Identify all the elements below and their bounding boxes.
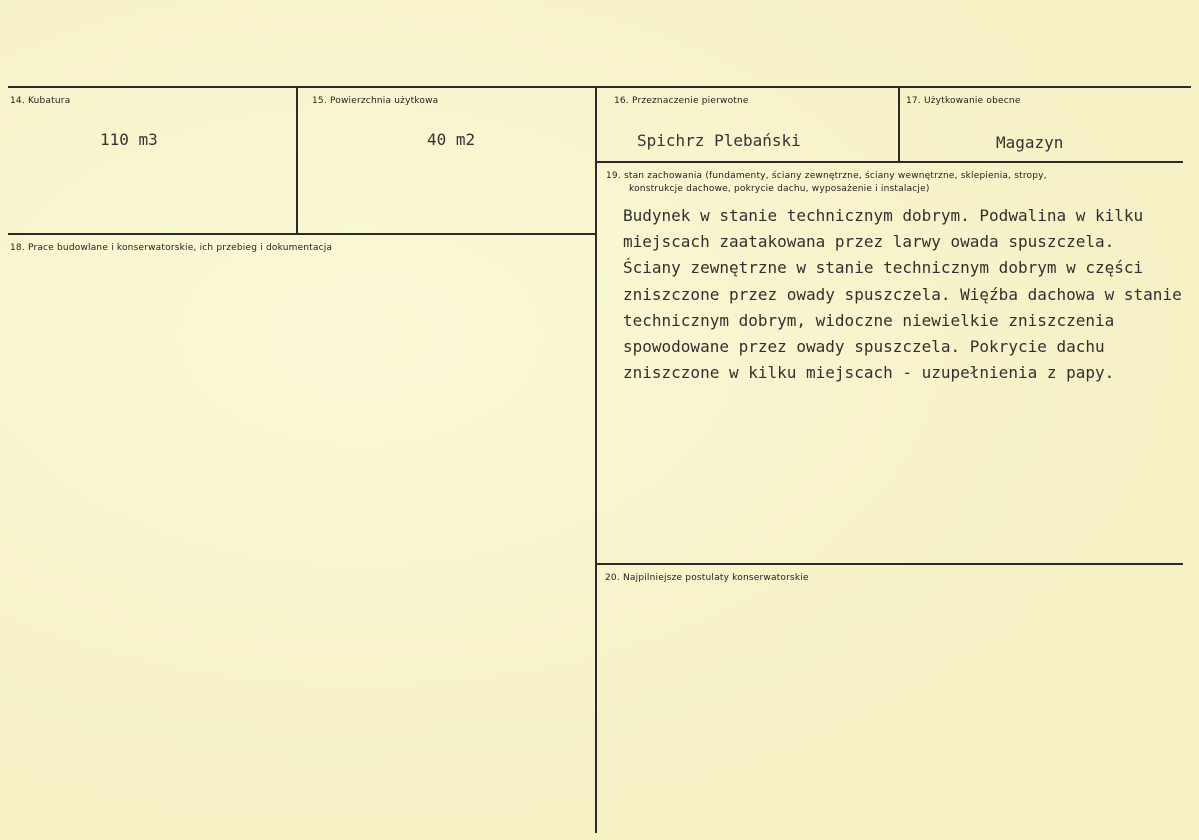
description-line: zniszczone przez owady spuszczela. Więźba dachowa w stanie bbox=[623, 284, 1182, 304]
field-15-label: 15. Powierzchnia użytkowa bbox=[312, 96, 439, 106]
description-line: Ściany zewnętrzne w stanie technicznym dobrym w części bbox=[623, 258, 1144, 278]
divider-horizontal-row1-left bbox=[8, 233, 596, 235]
field-20-label: 20. Najpilniejsze postulaty konserwatorskie bbox=[605, 573, 809, 583]
divider-vertical-16-17 bbox=[898, 88, 900, 162]
top-border-line bbox=[8, 86, 1191, 88]
field-14-label: 14. Kubatura bbox=[10, 96, 71, 106]
description-line: spowodowane przez owady spuszczela. Pokrycie dachu bbox=[623, 336, 1105, 356]
divider-vertical-center bbox=[595, 88, 597, 833]
description-line: miejscach zaatakowana przez larwy owada spuszczela. bbox=[623, 232, 1115, 252]
field-19-label-line1: 19. stan zachowania (fundamenty, ściany zewnętrzne, ściany wewnętrzne, sklepienia, stropy, bbox=[606, 171, 1047, 181]
field-19-label-line2: konstrukcje dachowe, pokrycie dachu, wyposażenie i instalacje) bbox=[629, 184, 930, 194]
field-17-label: 17. Użytkowanie obecne bbox=[906, 96, 1021, 106]
divider-horizontal-19-20 bbox=[597, 563, 1183, 565]
description-line: technicznym dobrym, widoczne niewielkie zniszczenia bbox=[623, 310, 1115, 330]
description-line: zniszczone w kilku miejscach - uzupełnienia z papy. bbox=[623, 363, 1115, 383]
field-14-value: 110 m3 bbox=[100, 130, 158, 149]
field-15-value: 40 m2 bbox=[427, 130, 476, 149]
divider-vertical-14-15 bbox=[296, 88, 298, 234]
field-19-description bbox=[623, 203, 1199, 386]
field-17-value: Magazyn bbox=[996, 133, 1064, 152]
field-16-label: 16. Przeznaczenie pierwotne bbox=[614, 96, 749, 106]
field-18-label: 18. Prace budowlane i konserwatorskie, ich przebieg i dokumentacja bbox=[10, 243, 333, 253]
divider-horizontal-row1-right bbox=[597, 161, 1183, 163]
description-line: Budynek w stanie technicznym dobrym. Podwalina w kilku bbox=[623, 206, 1144, 225]
field-16-value: Spichrz Plebański bbox=[637, 131, 801, 150]
